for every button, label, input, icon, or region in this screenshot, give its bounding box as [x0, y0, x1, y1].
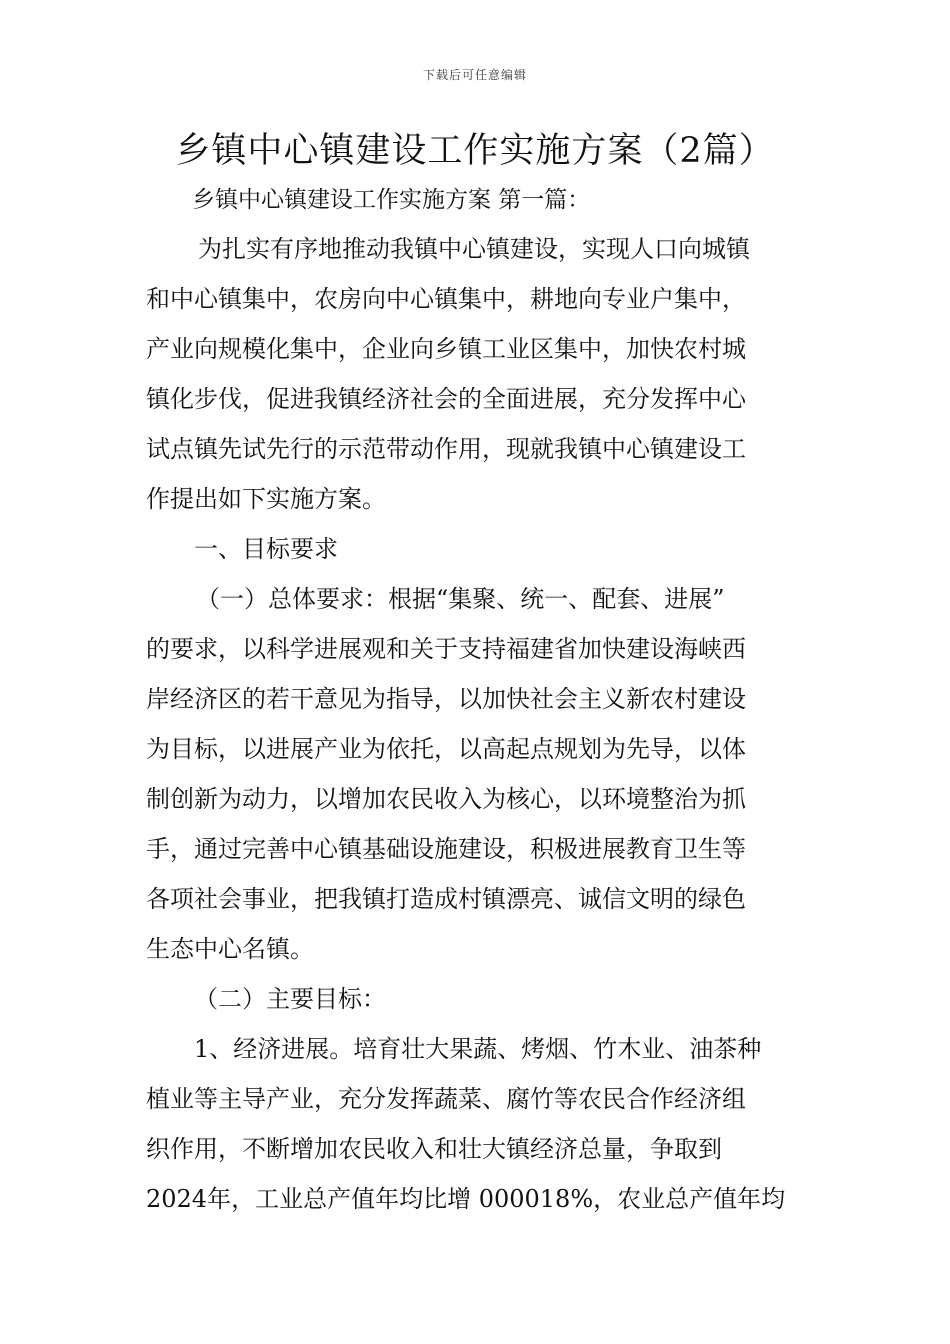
- paragraph-line: 的要求，以科学进展观和关于支持福建省加快建设海峡西: [146, 635, 746, 663]
- paragraph-line: 生态中心名镇。: [146, 935, 314, 963]
- paragraph-line: 镇化步伐，促进我镇经济社会的全面进展，充分发挥中心: [146, 385, 746, 413]
- paragraph-line: 制创新为动力，以增加农民收入为核心，以环境整治为抓: [146, 785, 746, 813]
- paragraph-line: 各项社会事业，把我镇打造成村镇漂亮、诚信文明的绿色: [146, 885, 746, 913]
- section-heading: 一、目标要求: [194, 535, 338, 563]
- paragraph-line: 为目标，以进展产业为依托，以高起点规划为先导，以体: [146, 735, 746, 763]
- paragraph-line: 为扎实有序地推动我镇中心镇建设，实现人口向城镇: [198, 235, 750, 263]
- paragraph-line: 试点镇先试先行的示范带动作用，现就我镇中心镇建设工: [146, 435, 746, 463]
- paragraph-line: 植业等主导产业，充分发挥蔬菜、腐竹等农民合作经济组: [146, 1085, 746, 1113]
- header-note: 下载后可任意编辑: [422, 68, 527, 82]
- paragraph-line: 1、经济进展。培育壮大果蔬、烤烟、竹木业、油茶种: [194, 1035, 762, 1063]
- paragraph-line: 2024年，工业总产值年均比增 000018%，农业总产值年均: [146, 1185, 786, 1213]
- paragraph-line: 手，通过完善中心镇基础设施建设，积极进展教育卫生等: [146, 835, 746, 863]
- subtitle: 乡镇中心镇建设工作实施方案 第一篇：: [192, 187, 591, 213]
- paragraph-line: 和中心镇集中，农房向中心镇集中，耕地向专业户集中，: [146, 285, 746, 313]
- subsection-heading: （二）主要目标：: [194, 985, 386, 1013]
- paragraph-line: 织作用，不断增加农民收入和壮大镇经济总量，争取到: [146, 1135, 722, 1163]
- paragraph-line: （一）总体要求：根据“集聚、统一、配套、进展”: [196, 585, 725, 613]
- paragraph-line: 岸经济区的若干意见为指导，以加快社会主义新农村建设: [146, 685, 746, 713]
- paragraph-line: 作提出如下实施方案。: [146, 485, 386, 513]
- document-title: 乡镇中心镇建设工作实施方案（2篇）: [175, 131, 775, 171]
- paragraph-line: 产业向规模化集中，企业向乡镇工业区集中，加快农村城: [146, 335, 746, 363]
